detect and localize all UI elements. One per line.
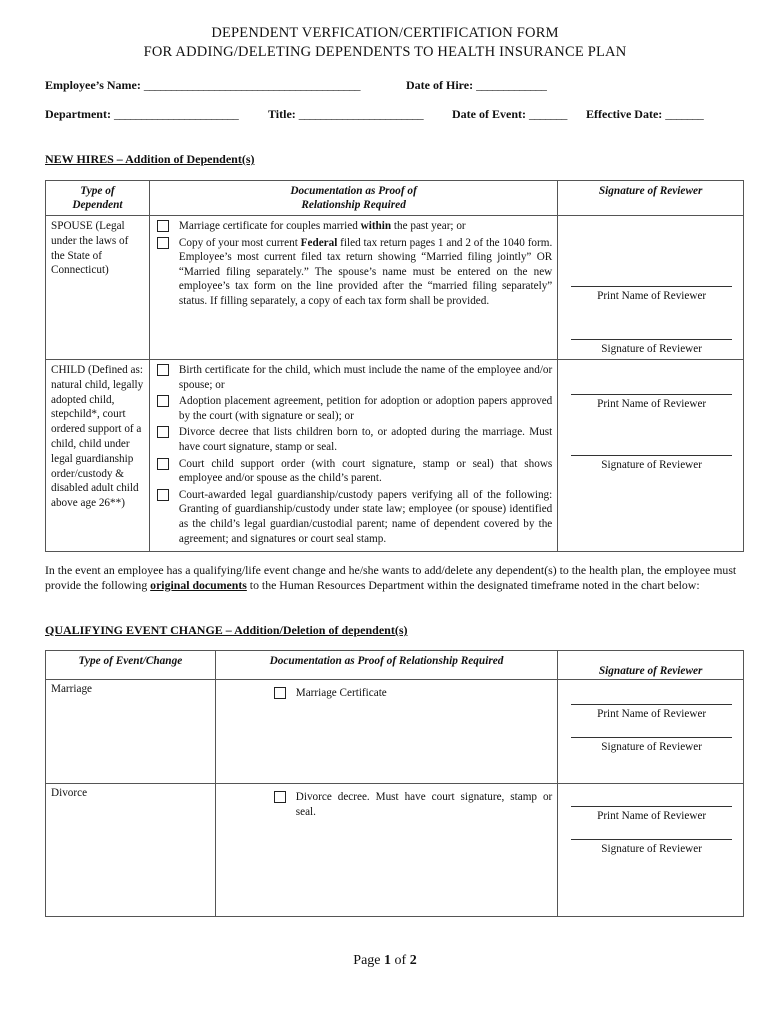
doc-text bbox=[179, 236, 552, 309]
signature-line[interactable]: Signature of Reviewer bbox=[571, 737, 732, 754]
form-title-line1: DEPENDENT VERFICATION/CERTIFICATION FORM bbox=[211, 25, 559, 41]
divorce-doc bbox=[272, 790, 553, 819]
paragraph-text-pre: In the event an employee has a qualifying/life event change and he/she wants to add/delete any dependent(s) to the health plan, the employee must provide the following bbox=[45, 563, 737, 592]
marriage-doc-cell bbox=[215, 680, 558, 784]
doc-text-post: the past year; or bbox=[391, 220, 466, 232]
title-blank[interactable]: _______________________ bbox=[298, 107, 423, 121]
child-doc-support-order bbox=[155, 457, 552, 486]
checkbox[interactable] bbox=[157, 458, 169, 470]
col-type-header-line1: Type of bbox=[80, 185, 115, 197]
employee-name-field[interactable] bbox=[45, 78, 360, 93]
signature-line[interactable]: Signature of Reviewer bbox=[571, 839, 732, 856]
spouse-sig-cell bbox=[558, 216, 744, 360]
qualifying-heading: QUALIFYING EVENT CHANGE – Addition/Deletion of dependent(s) bbox=[45, 623, 408, 637]
date-of-event-label: Date of Event: bbox=[452, 107, 526, 121]
checkbox[interactable] bbox=[274, 687, 286, 699]
effective-date-field[interactable] bbox=[586, 107, 703, 122]
new-hires-heading: NEW HIRES – Addition of Dependent(s) bbox=[45, 152, 255, 166]
child-sig-cell bbox=[558, 360, 744, 552]
page-of: of bbox=[391, 953, 410, 968]
doc-text: Divorce decree. Must have court signature, stamp or seal. bbox=[295, 791, 553, 818]
print-name-line[interactable]: Print Name of Reviewer bbox=[571, 704, 732, 721]
checkbox[interactable] bbox=[157, 489, 169, 501]
effective-date-blank[interactable]: _______ bbox=[665, 107, 704, 121]
signature-line[interactable]: Signature of Reviewer bbox=[571, 339, 732, 356]
child-doc-birth-cert bbox=[155, 363, 552, 392]
doc-text-bold: within bbox=[360, 220, 392, 232]
child-type-cell: CHILD (Defined as: natural child, legally adopted child, stepchild*, court ordered support of a child, child under legal guardianship order/custody & disabled adult child above age 26**) bbox=[46, 360, 150, 552]
divorce-type-cell: Divorce bbox=[46, 784, 216, 917]
doc-text-bold: Federal bbox=[300, 236, 338, 249]
checkbox[interactable] bbox=[157, 364, 169, 376]
date-of-event-blank[interactable]: _______ bbox=[528, 107, 567, 121]
col-event-header: Type of Event/Change bbox=[46, 651, 216, 680]
child-doc-divorce bbox=[155, 425, 552, 454]
col-sig-header: Signature of Reviewer bbox=[558, 651, 744, 680]
current-page: 1 bbox=[384, 953, 392, 968]
spouse-doc-marriage bbox=[155, 219, 552, 234]
doc-text-pre: Marriage certificate for couples married bbox=[178, 220, 361, 232]
total-pages: 2 bbox=[409, 953, 417, 968]
checkbox[interactable] bbox=[157, 395, 169, 407]
department-blank[interactable]: _______________________ bbox=[113, 107, 239, 121]
col-type-header bbox=[46, 181, 150, 216]
checkbox[interactable] bbox=[157, 426, 169, 438]
doc-text-post: filed tax return pages 1 and 2 of the 1040 form. Employee’s most current filed tax return showing “Married filing jointly” OR “Married filing separately.” The spouse’s name must be entered on the new employee’s tax form on the line provided after the “married filing separately” status. If filling separately, a copy of each tax form shall be provided. bbox=[178, 236, 553, 307]
spacer bbox=[563, 411, 738, 455]
col-sig-header: Signature of Reviewer bbox=[558, 181, 744, 216]
print-name-line[interactable]: Print Name of Reviewer bbox=[571, 806, 732, 823]
title-field[interactable] bbox=[268, 107, 423, 122]
doc-text-pre: Copy of your most current bbox=[178, 236, 301, 249]
marriage-doc bbox=[272, 686, 553, 701]
child-docs-cell bbox=[149, 360, 557, 552]
child-row bbox=[46, 360, 744, 552]
spacer bbox=[563, 823, 738, 839]
divorce-sig-cell bbox=[558, 784, 744, 917]
checkbox[interactable] bbox=[274, 791, 286, 803]
child-doc-guardianship bbox=[155, 488, 552, 546]
date-of-event-field[interactable] bbox=[452, 107, 567, 122]
date-of-hire-label: Date of Hire: bbox=[406, 78, 474, 92]
divorce-doc-cell bbox=[215, 784, 558, 917]
page-number bbox=[0, 953, 770, 969]
department-label: Department: bbox=[45, 107, 111, 121]
paragraph-text-post: to the Human Resources Department within the designated timeframe noted in the chart below: bbox=[246, 578, 700, 592]
original-documents-emphasis: original documents bbox=[150, 578, 247, 592]
spouse-row bbox=[46, 216, 744, 360]
doc-text: Adoption placement agreement, petition for adoption or adoption papers approved by the court (with signature or seal); or bbox=[178, 395, 553, 422]
doc-text: Court-awarded legal guardianship/custody papers verifying all of the following: Granting of guardianship/custody under state law; employee (or spouse) identified as the child’s legal guardian/custodial parent; name of dependent covered by the agreement; and signatures or court seal stamp. bbox=[178, 488, 553, 545]
spacer bbox=[563, 303, 738, 339]
new-hires-header-row bbox=[46, 181, 744, 216]
instructions-paragraph bbox=[45, 563, 745, 593]
title-label: Title: bbox=[268, 107, 296, 121]
doc-text: Court child support order (with court signature, stamp or seal) that shows employee and/or spouse as the child’s parent. bbox=[178, 457, 553, 485]
doc-text: Marriage Certificate bbox=[295, 687, 387, 699]
effective-date-label: Effective Date: bbox=[586, 107, 663, 121]
page-label: Page bbox=[353, 953, 385, 968]
child-doc-adoption bbox=[155, 394, 552, 423]
date-of-hire-field[interactable] bbox=[406, 78, 546, 93]
spouse-doc-tax-return bbox=[155, 236, 552, 309]
col-doc-header-line1: Documentation as Proof of bbox=[290, 185, 417, 197]
doc-text: Birth certificate for the child, which must include the name of the employee and/or spouse; or bbox=[178, 364, 553, 391]
signature-line[interactable]: Signature of Reviewer bbox=[571, 455, 732, 472]
print-name-line[interactable]: Print Name of Reviewer bbox=[571, 286, 732, 303]
spacer bbox=[563, 721, 738, 737]
qualifying-table bbox=[45, 650, 744, 917]
checkbox[interactable] bbox=[157, 220, 169, 232]
col-doc-header-line2: Relationship Required bbox=[301, 199, 406, 211]
marriage-row bbox=[46, 680, 744, 784]
new-hires-table bbox=[45, 180, 744, 552]
doc-text bbox=[179, 219, 466, 234]
doc-text: Divorce decree that lists children born to, or adopted during the marriage. Must have court signature, stamp or seal. bbox=[178, 426, 553, 453]
form-title-line2: FOR ADDING/DELETING DEPENDENTS TO HEALTH INSURANCE PLAN bbox=[143, 44, 627, 60]
employee-name-blank[interactable]: ________________________________________ bbox=[143, 78, 360, 92]
divorce-row bbox=[46, 784, 744, 917]
date-of-hire-blank[interactable]: _____________ bbox=[476, 78, 547, 92]
department-field[interactable] bbox=[45, 107, 238, 122]
print-name-line[interactable]: Print Name of Reviewer bbox=[571, 394, 732, 411]
employee-name-label: Employee’s Name: bbox=[45, 78, 141, 92]
spouse-docs-cell bbox=[149, 216, 557, 360]
checkbox[interactable] bbox=[157, 237, 169, 249]
marriage-sig-cell bbox=[558, 680, 744, 784]
col-doc-header bbox=[149, 181, 557, 216]
qualifying-header-row bbox=[46, 651, 744, 680]
spouse-type-cell: SPOUSE (Legal under the laws of the State of Connecticut) bbox=[46, 216, 150, 360]
marriage-type-cell: Marriage bbox=[46, 680, 216, 784]
col-doc-header: Documentation as Proof of Relationship Required bbox=[215, 651, 558, 680]
col-type-header-line2: Dependent bbox=[72, 199, 123, 211]
